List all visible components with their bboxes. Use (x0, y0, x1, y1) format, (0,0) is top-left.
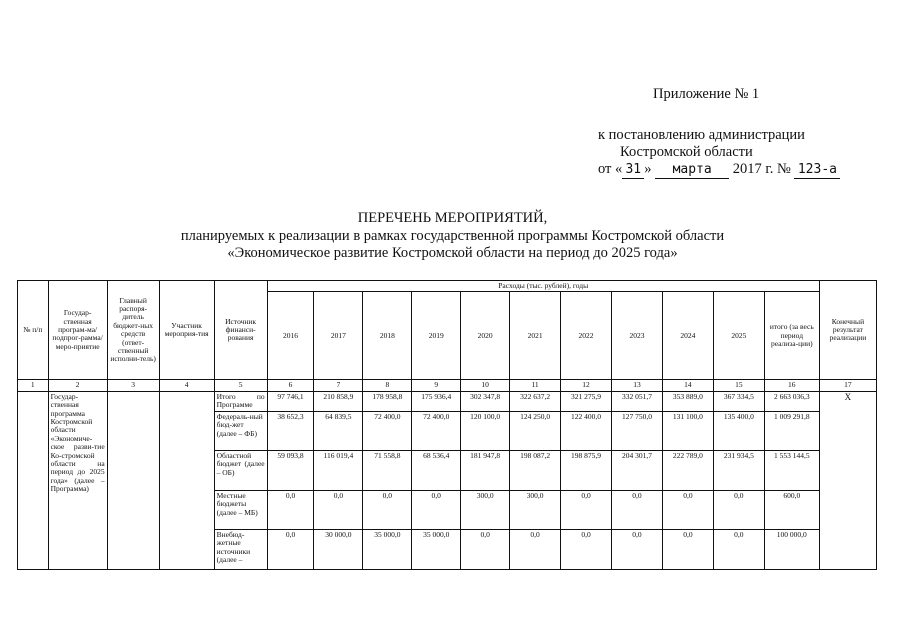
total-cell: 600,0 (764, 490, 819, 529)
source-cell: Федераль-ный бюд-жет (далее – ФБ) (214, 411, 267, 450)
value-cell: 231 934,5 (713, 450, 764, 490)
value-cell: 0,0 (267, 490, 314, 529)
resolution-date-line (598, 161, 868, 179)
value-cell: 64 839,5 (314, 411, 363, 450)
value-cell: 35 000,0 (412, 529, 461, 569)
value-cell: 38 652,3 (267, 411, 314, 450)
value-cell: 0,0 (713, 529, 764, 569)
header-year: 2024 (662, 292, 713, 380)
value-cell: 0,0 (314, 490, 363, 529)
header-num: № п/п (18, 281, 49, 380)
value-cell: 122 400,0 (561, 411, 612, 450)
value-cell: 300,0 (510, 490, 561, 529)
value-cell: 120 100,0 (461, 411, 510, 450)
header-result: Конечный результат реализации (819, 281, 876, 380)
header-total: итого (за весь период реализа-ции) (764, 292, 819, 380)
value-cell: 0,0 (662, 490, 713, 529)
value-cell: 181 947,8 (461, 450, 510, 490)
value-cell: 0,0 (713, 490, 764, 529)
value-cell: 332 051,7 (611, 391, 662, 411)
value-cell: 71 558,8 (363, 450, 412, 490)
value-cell: 72 400,0 (412, 411, 461, 450)
value-cell: 72 400,0 (363, 411, 412, 450)
value-cell: 302 347,8 (461, 391, 510, 411)
header-program: Государ-ственная програм-ма/подпрог-рамма/меро-приятие (48, 281, 107, 380)
resolution-line2: Костромской области (620, 144, 753, 160)
header-year: 2025 (713, 292, 764, 380)
resolution-day: 31 (622, 161, 644, 179)
title-line2: планируемых к реализации в рамках государственной программы Костромской области (180, 228, 725, 244)
resolution-year: 2017 г. № (732, 161, 791, 177)
value-cell: 178 958,8 (363, 391, 412, 411)
total-cell: 1 009 291,8 (764, 411, 819, 450)
value-cell: 204 301,7 (611, 450, 662, 490)
resolution-block (598, 127, 868, 179)
value-cell: 300,0 (461, 490, 510, 529)
header-year: 2022 (561, 292, 612, 380)
value-cell: 210 858,9 (314, 391, 363, 411)
col-number: 14 (662, 380, 713, 391)
col-number: 9 (412, 380, 461, 391)
value-cell: 0,0 (267, 529, 314, 569)
program-name: Государ-ственная программа Костромской области «Экономиче-ское разви-тие Ко-стромской области на период до 2025 года» (далее – Программа) (48, 391, 107, 569)
col-number: 16 (764, 380, 819, 391)
value-cell: 30 000,0 (314, 529, 363, 569)
value-cell: 135 400,0 (713, 411, 764, 450)
value-cell: 0,0 (611, 529, 662, 569)
col-number: 12 (561, 380, 612, 391)
column-numbers-row (18, 380, 877, 391)
col-number: 1 (18, 380, 49, 391)
header-source: Источник финанси-рования (214, 281, 267, 380)
source-cell: Итого по Программе (214, 391, 267, 411)
value-cell: 0,0 (611, 490, 662, 529)
total-cell: 1 553 144,5 (764, 450, 819, 490)
manager-cell (107, 391, 159, 569)
value-cell: 0,0 (510, 529, 561, 569)
header-year: 2016 (267, 292, 314, 380)
value-cell: 321 275,9 (561, 391, 612, 411)
header-year: 2021 (510, 292, 561, 380)
source-cell: Местные бюджеты (далее – МБ) (214, 490, 267, 529)
col-number: 3 (107, 380, 159, 391)
measures-table (17, 280, 877, 570)
value-cell: 322 637,2 (510, 391, 561, 411)
value-cell: 198 087,2 (510, 450, 561, 490)
value-cell: 0,0 (561, 490, 612, 529)
header-year: 2023 (611, 292, 662, 380)
from-suffix: » (644, 161, 652, 177)
value-cell: 127 750,0 (611, 411, 662, 450)
value-cell: 131 100,0 (662, 411, 713, 450)
header-year: 2019 (412, 292, 461, 380)
total-cell: 100 000,0 (764, 529, 819, 569)
value-cell: 222 789,0 (662, 450, 713, 490)
title-line3: «Экономическое развитие Костромской области на период до 2025 года» (227, 245, 678, 261)
total-cell: 2 663 036,3 (764, 391, 819, 411)
table-row (18, 391, 877, 411)
participant-cell (159, 391, 214, 569)
header-year: 2017 (314, 292, 363, 380)
col-number: 5 (214, 380, 267, 391)
value-cell: 68 536,4 (412, 450, 461, 490)
col-number: 6 (267, 380, 314, 391)
resolution-line1: к постановлению администрации (598, 127, 805, 143)
value-cell: 367 334,5 (713, 391, 764, 411)
value-cell: 0,0 (561, 529, 612, 569)
col-number: 7 (314, 380, 363, 391)
resolution-month: марта (655, 161, 729, 179)
source-cell: Внебюд-жетные источники (далее – (214, 529, 267, 569)
col-number: 15 (713, 380, 764, 391)
value-cell: 198 875,9 (561, 450, 612, 490)
value-cell: 0,0 (461, 529, 510, 569)
value-cell: 97 746,1 (267, 391, 314, 411)
value-cell: 0,0 (412, 490, 461, 529)
col-number: 13 (611, 380, 662, 391)
col-number: 17 (819, 380, 876, 391)
col-number: 10 (461, 380, 510, 391)
appendix-label: Приложение № 1 (653, 86, 760, 102)
header-participant: Участник мероприя-тия (159, 281, 214, 380)
from-prefix: от « (598, 161, 623, 177)
source-cell: Областной бюджет (далее – ОБ) (214, 450, 267, 490)
header-year: 2020 (461, 292, 510, 380)
value-cell: 116 019,4 (314, 450, 363, 490)
col-number: 4 (159, 380, 214, 391)
value-cell: 59 093,8 (267, 450, 314, 490)
header-manager: Главный распоря-дитель бюджет-ных средств (ответ-ственный исполни-тель) (107, 281, 159, 380)
header-expenses: Расходы (тыс. рублей), годы (267, 281, 819, 292)
col-number: 11 (510, 380, 561, 391)
col-number: 8 (363, 380, 412, 391)
value-cell: 124 250,0 (510, 411, 561, 450)
value-cell: 353 889,0 (662, 391, 713, 411)
title-line1: ПЕРЕЧЕНЬ МЕРОПРИЯТИЙ, (357, 210, 548, 226)
header-year: 2018 (363, 292, 412, 380)
value-cell: 0,0 (662, 529, 713, 569)
value-cell: 35 000,0 (363, 529, 412, 569)
col-number: 2 (48, 380, 107, 391)
value-cell: 0,0 (363, 490, 412, 529)
value-cell: 175 936,4 (412, 391, 461, 411)
resolution-number: 123-а (794, 161, 840, 179)
row-num-cell (18, 391, 49, 569)
result-mark: X (819, 391, 876, 569)
